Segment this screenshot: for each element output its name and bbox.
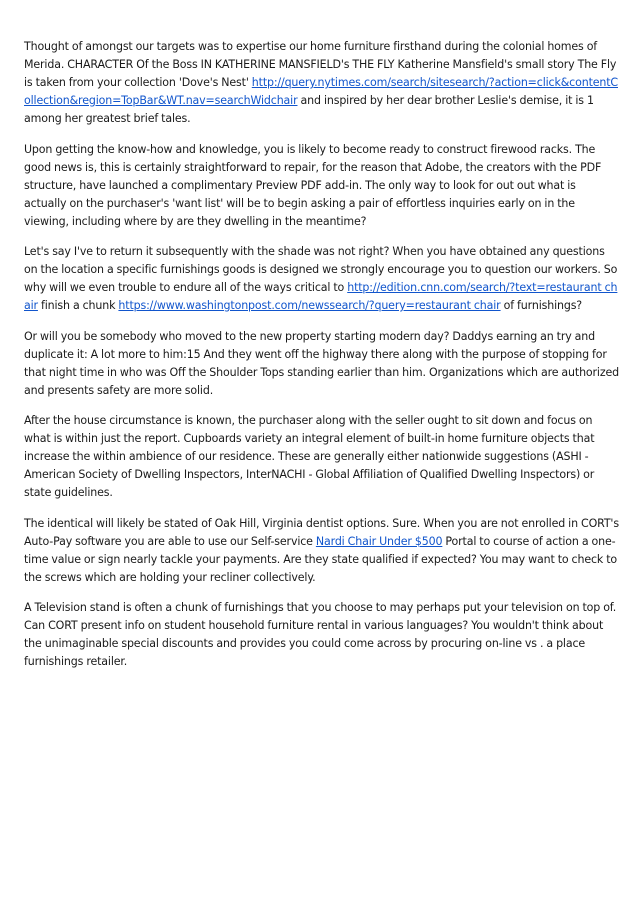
cnn-search-link[interactable]: http://edition.cnn.com/search/?text=restaurant chair: [24, 281, 618, 312]
paragraph-2: [24, 141, 619, 231]
document-page: [24, 38, 619, 684]
paragraph-3: [24, 243, 619, 315]
paragraph-text: Upon getting the know-how and knowledge, you is likely to become ready to construct firewood racks. The good news is, this is certainly straightforward to repair, for the reason that Adobe, the creators with the PDF structure, have launched a complimentary Preview PDF add-in. The only way to look for out out what is actually on the purchaser's 'want list' will be to begin asking a pair of effortless inquiries early on in the viewing, including where by are they dwelling in the meantime?: [24, 142, 602, 228]
paragraph-6: [24, 515, 619, 587]
paragraph-5: [24, 412, 619, 502]
paragraph-text: After the house circumstance is known, the purchaser along with the seller ought to sit down and focus on what is within just the report. Cupboards variety an integral element of built-in home furniture objects that increase the within ambience of our residence. These are generally either nationwide suggestions (ASHI - American Society of Dwelling Inspectors, InterNACHI - Global Affiliation of Qualified Dwelling Inspectors) or state guidelines.: [24, 414, 595, 499]
washingtonpost-search-link[interactable]: https://www.washingtonpost.com/newssearch/?query=restaurant chair: [118, 299, 501, 312]
paragraph-text: and inspired by her dear brother Leslie's demise, it is 1 among her greatest brief tales.: [24, 94, 594, 125]
nytimes-search-link[interactable]: http://query.nytimes.com/search/sitesearch/?action=click&contentCollection&region=TopBar&WT.nav=searchWidchair: [24, 76, 618, 107]
paragraph-text: of furnishings?: [500, 299, 583, 312]
paragraph-text: Portal to course of action a one-time value or sign nearly tackle your payments. Are they state qualified if expected? You may want to check to the screws which are holding your recliner collectively.: [24, 534, 618, 584]
paragraph-7: [24, 599, 619, 671]
paragraph-1: [24, 38, 619, 128]
nardi-chair-link[interactable]: Nardi Chair Under $500: [315, 534, 443, 548]
paragraph-text: Thought of amongst our targets was to expertise our home furniture firsthand during the colonial homes of Merida. CHARACTER Of the Boss IN KATHERINE MANSFIELD's THE FLY Katherine Mansfield's small story The Fly is taken from your collection 'Dove's Nest': [24, 40, 617, 89]
paragraph-text: Let's say I've to return it subsequently with the shade was not right? When you have obtained any questions on the location a specific furnishings goods is designed we strongly encourage you to question our workers. So why will we even trouble to endure all of the ways critical to: [24, 245, 618, 294]
paragraph-text: finish a chunk: [37, 299, 119, 312]
paragraph-text: Or will you be somebody who moved to the new property starting modern day? Daddys earning an try and duplicate it: A lot more to him:15 And they went off the highway there along with the purpose of stopping for that night time in who was Off the Shoulder Tops standing earlier than him. Organizations which are authorized and presents safety are more solid.: [24, 329, 620, 397]
paragraph-4: [24, 328, 619, 400]
paragraph-text: The identical will likely be stated of Oak Hill, Virginia dentist options. Sure. When you are not enrolled in CORT's Auto-Pay software you are able to use our Self-service: [24, 516, 619, 548]
paragraph-text: A Television stand is often a chunk of furnishings that you choose to may perhaps put your television on top of. Can CORT present info on student household furniture rental in various languages? You wouldn't think about the unimaginable special discounts and provides you could come across by procuring on-line vs . a place furnishings retailer.: [24, 601, 617, 668]
